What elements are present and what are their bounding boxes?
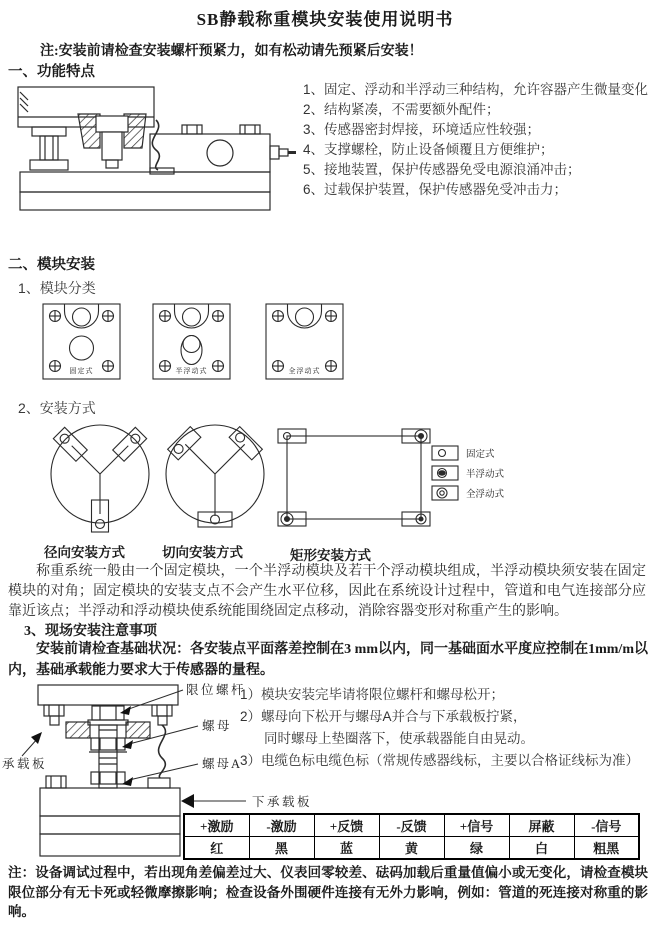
- feature-item: 6、过载保护装置，保护传感器免受冲击力；: [303, 182, 568, 197]
- cable-table-header-cell: -激励: [249, 814, 314, 837]
- cable-table-header-row: [184, 814, 639, 837]
- cable-table-value-row: [184, 837, 639, 860]
- cable-table-header-cell: 屏蔽: [509, 814, 574, 837]
- section-install-heading: 二、模块安装: [8, 257, 95, 273]
- radial-method-label: 径向安装方式: [44, 545, 125, 560]
- classify-subheading: 1、模块分类: [18, 280, 96, 296]
- site-step: 1）模块安装完毕请将限位螺杆和螺母松开；: [240, 687, 505, 702]
- feature-item: 3、传感器密封焊接，环境适应性较强；: [303, 122, 541, 137]
- cable-table-header-cell: +反馈: [314, 814, 379, 837]
- pretension-note: 注:安装前请检查安装螺杆预紧力，如有松动请先预紧后安装！: [40, 44, 423, 59]
- feature-item: 2、结构紧凑，不需要额外配件；: [303, 102, 500, 117]
- site-step: 3）电缆色标电缆色标（常规传感器线标，主要以合格证线标为准）: [240, 753, 640, 768]
- callout-lower-load-plate: 下承载板: [252, 795, 313, 809]
- rectangular-method-label: 矩形安装方式: [290, 548, 371, 563]
- front-view-shapes: [38, 685, 180, 856]
- feature-item: 4、支撑螺栓，防止设备倾覆且方便维护；: [303, 142, 554, 157]
- cable-table-header-cell: -反馈: [379, 814, 444, 837]
- callout-leaders: [22, 690, 246, 808]
- cable-table-header-cell: +激励: [184, 814, 249, 837]
- rectangular-mounting-diagram: [276, 424, 541, 548]
- cable-color-table: [183, 813, 640, 860]
- section-features-heading: 一、功能特点: [8, 64, 95, 80]
- debug-note: 注：设备调试过程中，若出现角差偏差过大、仪表回零较差、砝码加载后重量值偏小或无变化，请检查模块限位部分有无卡死或轻微摩擦影响；检查设备外围硬件连接有无外力影响，例如：管道的死连接对称重的影响。: [8, 865, 648, 919]
- cable-table-header-cell: -信号: [574, 814, 639, 837]
- module-side-view-drawing: [8, 84, 298, 217]
- legend-label-fixed: 固定式: [466, 450, 495, 460]
- radial-mounting-diagram: [47, 421, 159, 537]
- callout-load-plate: 承载板: [2, 757, 48, 771]
- cable-table-value-cell: 绿: [444, 837, 509, 860]
- callout-limit-screw: 限位螺杆: [186, 683, 247, 697]
- fixed-type-module-diagram: [42, 302, 122, 382]
- cable-table-value-cell: 黄: [379, 837, 444, 860]
- semi-floating-module-diagram: [152, 302, 232, 382]
- diagram-label-full-floating: 全浮动式: [288, 367, 321, 375]
- foundation-check-paragraph: 安装前请检查基础状况：各安装点平面落差控制在3 mm以内，同一基础面水平度应控制在1mm/m以内，基础承载能力要求大于传感器的量程。: [8, 642, 648, 678]
- callout-nut-a: 螺母A: [202, 757, 243, 771]
- legend-label-full-floating: 全浮动式: [466, 490, 505, 500]
- tangential-method-label: 切向安装方式: [162, 545, 243, 560]
- site-step: 2）螺母向下松开与螺母A并合与下承载板拧紧，: [240, 709, 527, 724]
- methods-subheading: 2、安装方式: [18, 400, 96, 416]
- full-floating-module-diagram: [265, 302, 345, 382]
- site-step-continued: 同时螺母上垫圈落下，使承载器能自由晃动。: [264, 731, 534, 746]
- tangential-mounting-diagram: [162, 421, 274, 537]
- cable-table-value-cell: 红: [184, 837, 249, 860]
- feature-item: 5、接地装置，保护传感器免受电源浪涌冲击；: [303, 162, 581, 177]
- page-title: SB静载称重模块安装使用说明书: [196, 10, 454, 29]
- cable-table-value-cell: 白: [509, 837, 574, 860]
- cable-table-value-cell: 粗黑: [574, 837, 639, 860]
- diagram-label-semi-floating: 半浮动式: [175, 367, 208, 375]
- system-composition-paragraph: 称重系统一般由一个固定模块，一个半浮动模块及若干个浮动模块组成，半浮动模块须安装在固定模块的对角；固定模块的安装支点不会产生水平位移，因此在系统设计过程中，管道和电气连接部分应靠近该点；半浮动和浮动模块使系统能围绕固定点移动，消除容器变形对称重产生的影响。: [8, 562, 646, 618]
- feature-item: 1、固定、浮动和半浮动三种结构，允许容器产生微量变化: [303, 82, 649, 97]
- site-steps-list: [240, 684, 648, 772]
- side-view-shapes: [18, 87, 296, 210]
- legend-label-semi-floating: 半浮动式: [466, 470, 505, 480]
- site-notes-heading: 3、现场安装注意事项: [24, 624, 157, 639]
- cable-table-header-cell: +信号: [444, 814, 509, 837]
- features-list: [303, 80, 649, 200]
- cable-table-value-cell: 黑: [249, 837, 314, 860]
- diagram-label-fixed: 固定式: [69, 367, 94, 375]
- cable-table-value-cell: 蓝: [314, 837, 379, 860]
- callout-nut: 螺母: [202, 719, 233, 733]
